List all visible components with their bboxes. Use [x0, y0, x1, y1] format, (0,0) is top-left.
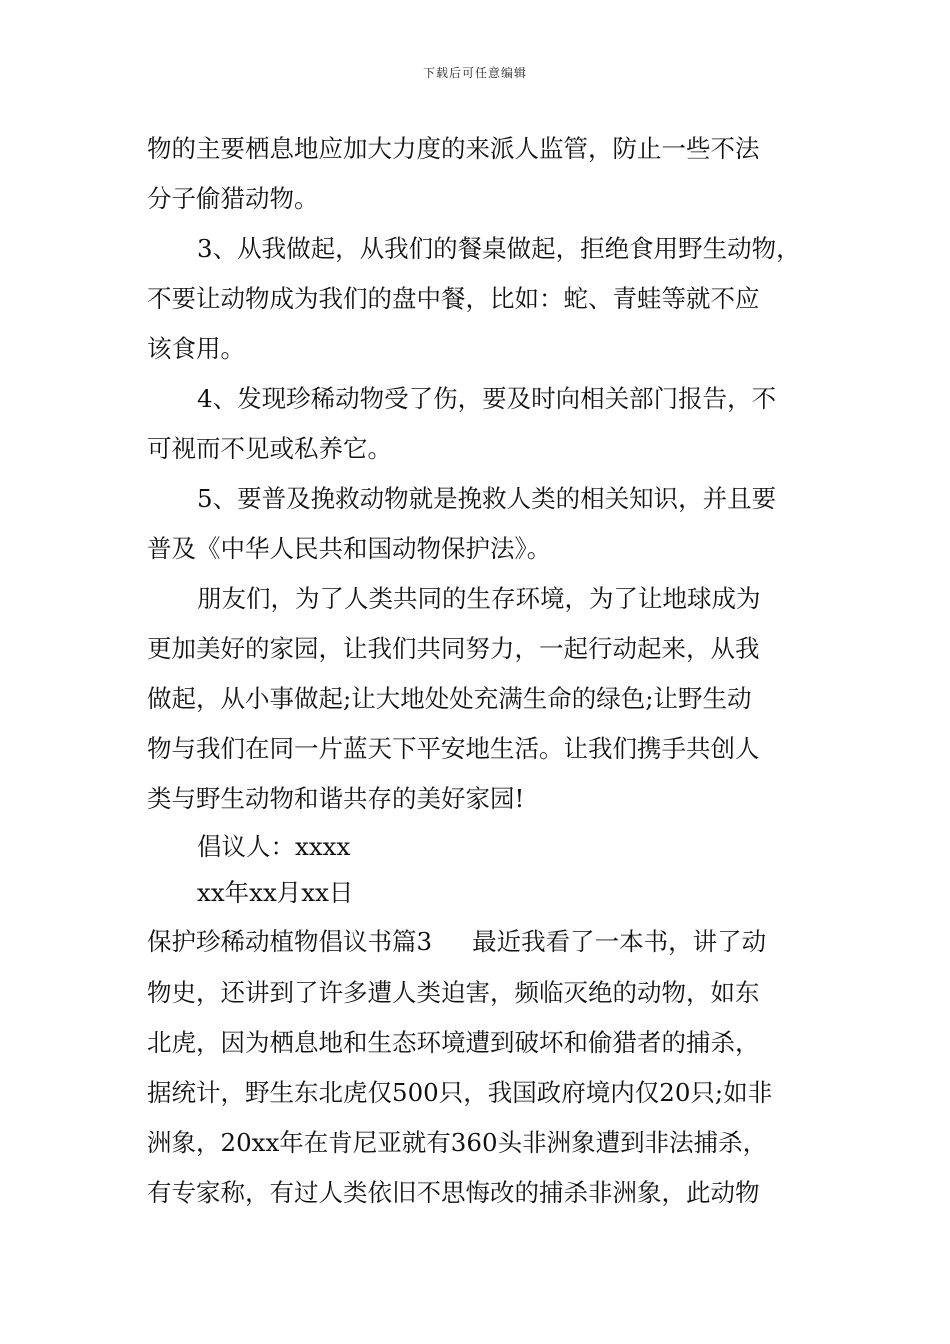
text-line: 物的主要栖息地应加大力度的来派人监管，防止一些不法 [147, 134, 760, 163]
text-line: 普及《中华人民共和国动物保护法》。 [147, 534, 552, 563]
list-item-5: 5、要普及挽救动物就是挽救人类的相关知识，并且要 [197, 484, 777, 513]
date-line: xx年xx月xx日 [197, 878, 354, 907]
section-title-row [147, 916, 812, 968]
signatory: 倡议人：xxxx [197, 832, 351, 861]
text-line: 不要让动物成为我们的盘中餐，比如：蛇、青蛙等就不应 [147, 284, 760, 313]
text-line: 类与野生动物和谐共存的美好家园! [147, 784, 525, 813]
document-body [147, 124, 812, 1218]
list-item-3: 3、从我做起，从我们的餐桌做起，拒绝食用野生动物， [197, 234, 801, 263]
text-line: 分子偷猎动物。 [147, 184, 319, 213]
text-line: 据统计，野生东北虎仅500只，我国政府境内仅20只;如非 [147, 1078, 773, 1107]
text-line: 洲象，20xx年在肯尼亚就有360头非洲象遭到非法捕杀， [147, 1128, 768, 1157]
text-line: 该食用。 [147, 334, 245, 363]
page-header-note: 下载后可任意编辑 [422, 66, 527, 80]
text-line: 物史，还讲到了许多遭人类迫害，频临灭绝的动物，如东 [147, 978, 760, 1007]
text-line: 做起，从小事做起;让大地处处充满生命的绿色;让野生动 [147, 684, 752, 713]
section-intro-text: 最近我看了一本书，讲了动 [472, 927, 767, 956]
closing-paragraph: 朋友们，为了人类共同的生存环境，为了让地球成为 [197, 584, 761, 613]
list-item-4: 4、发现珍稀动物受了伤，要及时向相关部门报告，不 [197, 384, 777, 413]
text-line: 可视而不见或私养它。 [147, 434, 392, 463]
text-line: 物与我们在同一片蓝天下平安地生活。让我们携手共创人 [147, 734, 760, 763]
text-line: 更加美好的家园，让我们共同努力，一起行动起来，从我 [147, 634, 760, 663]
text-line: 有专家称，有过人类依旧不思悔改的捕杀非洲象，此动物 [147, 1178, 760, 1207]
text-line: 北虎，因为栖息地和生态环境遭到破坏和偷猎者的捕杀， [147, 1028, 760, 1057]
section-title: 保护珍稀动植物倡议书篇3 [147, 927, 433, 956]
